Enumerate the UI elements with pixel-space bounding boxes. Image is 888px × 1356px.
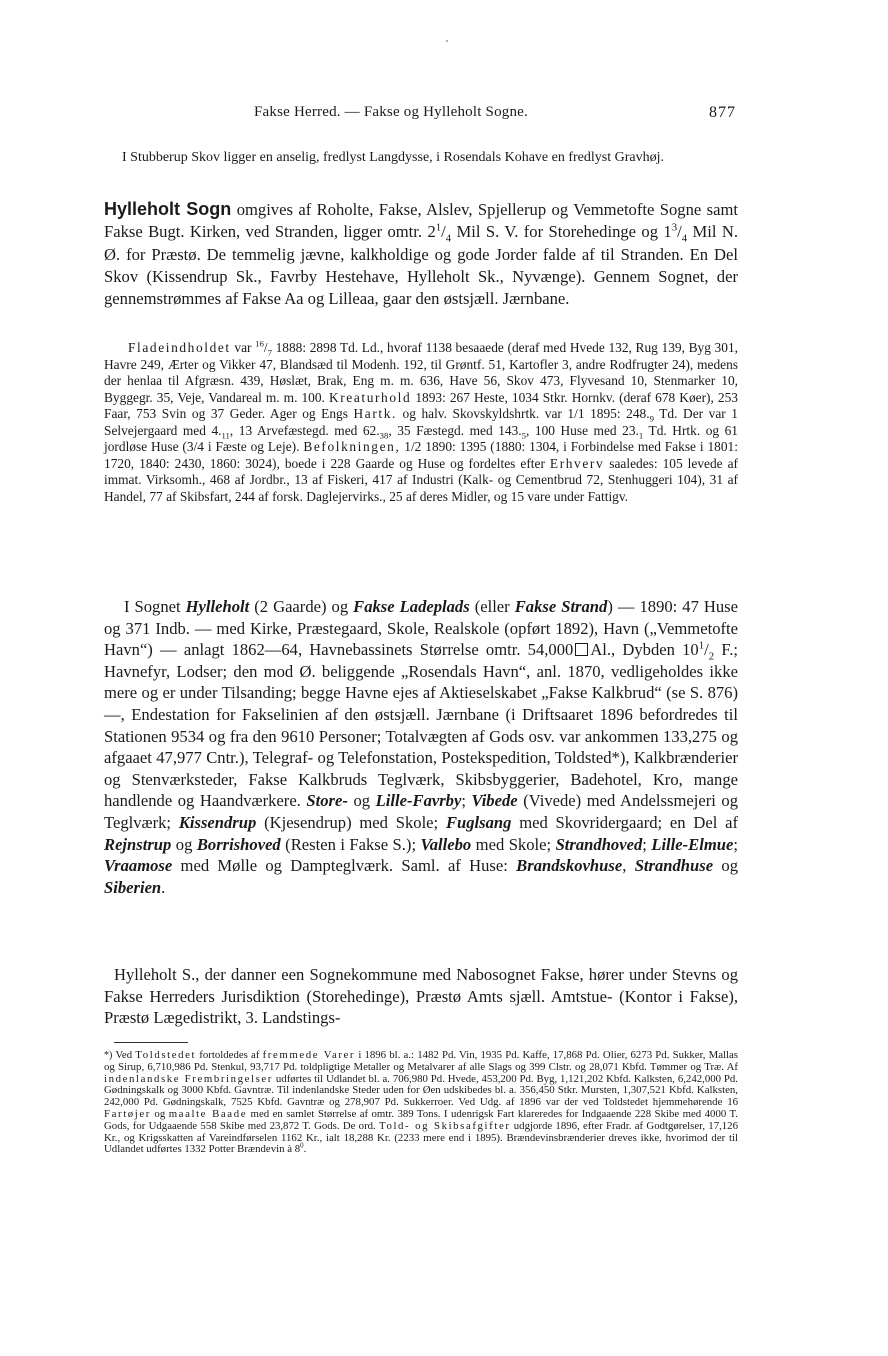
- speck: [446, 40, 448, 42]
- statistics-paragraph: Fladeindholdet var $^{16}/_7$ 1888: 2898 Td. Ld., hvoraf 1138 besaaede (deraf med Hvede 132, Rug 139, Byg 301, Havre 249, Ærter og Vikker 47, Blandsæd til Modenh. 192, til Grøntf. 51, Kartofler 3, andre Rodfrugter 24), medens der henlaa til Afgræsn. 439, Høslæt, Brak, Eng m. m. 636, Have 56, Skov 473, Flyvesand 10, Stenmarker 10, Byggegr. 35, Veje, Vandareal m. m. 100. Kreaturhold 1893: 267 Heste, 1034 Stkr. Hornkv. (deraf 678 Køer), 253 Faar, 753 Svin og 37 Geder. Ager og Engs Hartk. og halv. Skovskyldshrtk. var 1/1 1895: $248._9$ Td. Der var 1 Selvejergaard med $4._{11}$, 13 Arvefæstegd. med $62._{38}$, 35 Fæstegd. med $143._5$, 100 Huse med $23._1$ Td. Hrtk. og 61 jordløse Huse (3/4 i Fæste og Leje). Befolkningen, 1/2 1890: 1395 (1880: 1304, i Forbindelse med Fakse i 1801: 1720, 1840: 2430, 1860: 3024), boede i 228 Gaarde og Huse og fordeltes efter Erhverv saaledes: 105 levede af immat. Virksomh., 468 af Jordbr., 13 af Fiskeri, 417 af Industri (Kalk- og Cementbrud 72, Stenhuggeri 104), 31 af Handel, 77 af Skibsfart, 244 af forsk. Daglejervirks., 25 af deres Midler, og 15 vare under Fattigv.: [104, 338, 739, 504]
- running-header: [104, 104, 736, 126]
- jurisdiction-paragraph: Hylleholt S., der danner een Sognekommune med Nabosognet Fakse, hører under Stevns og Fakse Herreders Jurisdiktion (Storehedinge), Præstø Amts sjæll. Amtstue- (Kontor i Fakse), Præstø Lægedistrikt, 3. Landstings-: [104, 965, 738, 1028]
- village-paragraph: I Sognet Hylleholt (2 Gaarde) og Fakse Ladeplads (eller Fakse Strand) — 1890: 47 Huse og 371 Indb. — med Kirke, Præstegaard, Skole, Realskole (opført 1892), Havn („Vemmetofte Havn“) — anlagt 1862—64, Havnebassinets Størrelse omtr. 54,000 Al., Dybden $10^1/_2$ F.; Havnefyr, Lodser; den mod Ø. beliggende „Rosendals Havn“, anl. 1870, vedligeholdes ikke mere og er under Tilsanding; begge Havne ejes af Aktieselskabet „Fakse Kalkbrud“ (se S. 876) —, Endestation for Fakselinien af den østsjæll. Jærnbane (i Driftsaaret 1896 befordredes til Stationen 9534 og fra den 9610 Personer; Totalvægten af Gods osv. var ankommen 133,275 og afgaaet 47,977 Cntr.), Telegraf- og Telefonstation, Postekspedition, Toldsted*), Kalkbrænderier og Stenværksteder, Fakse Kalkbruds Teglværk, Skibsbyggerier, Badehotel, Kro, mange handlende og Haandværkere. Store- og Lille-Favrby; Vibede (Vivede) med Andelssmejeri og Teglværk; Kissendrup (Kjesendrup) med Skole; Fuglsang med Skovridergaard; en Del af Rejnstrup og Borrishoved (Resten i Fakse S.); Vallebo med Skole; Strandhoved; Lille-Elmue; Vraamose med Mølle og Dampteglværk. Saml. af Huse: Brandskovhuse, Strandhuse og Siberien.: [104, 597, 738, 897]
- square-symbol-icon: [575, 643, 588, 656]
- footnote: *) Ved Toldstedet fortoldedes af fremmede Varer i 1896 bl. a.: 1482 Pd. Vin, 1935 Pd. Kaffe, 17,868 Pd. Olier, 6273 Pd. Sukker, Mallas og Sirup, 6,710,986 Pd. Stenkul, 93,717 Pd. toldpligtige Metaller og Metalvarer af alle Slags og 399 Clstr. og 28,071 Kbfd. Tømmer og Træ. Af indenlandske Frembringelser udførtes til Udlandet bl. a. 706,980 Pd. Hvede, 453,200 Pd. Byg, 1,121,202 Kbfd. Kalksten, 6,242,000 Pd. Gødningskalk og 3000 Kbfd. Gavntræ. Til indenlandske Steder uden for Øen udskibedes bl. a. 356,450 Stkr. Mursten, 1,307,521 Kbfd. Kalksten, 242,000 Pd. Gødningskalk, 7525 Kbfd. Gavntræ og 278,907 Pd. Sukkerroer. Ved Udg. af 1896 var der ved Toldstedet hjemmehørende 16 Fartøjer og maalte Baade med en samlet Størrelse af omtr. 389 Tons. I udenrigsk Fart klareredes for Indgaaende 228 Skibe med 4000 T. Gods, for Udgaaende 558 Skibe med 23,872 T. Gods. De ord. Told- og Skibsafgifter udgjorde 1896, efter Fradr. af Godtgørelser, 17,126 Kr., og Krigsskatten af Vareindførselen 1162 Kr., ialt 18,288 Kr. (2233 mere end i 1895). Brændevinsbrænderier dreves ikke, hvorimod der til Udlandet udførtes 1332 Potter Brændevin à $8^0$.: [104, 1049, 738, 1156]
- parish-description: Hylleholt Sogn omgives af Roholte, Fakse, Alslev, Spjellerup og Vemmetofte Sogne samt Fakse Bugt. Kirken, ved Stranden, ligger omtr. $2^1/_4$ Mil S. V. for Storehedinge og $1^3/_4$ Mil N. Ø. for Præstø. De temmelig jævne, kalkholdige og gode Jorder falde af til Stranden. En Del Skov (Kissendrup Sk., Favrby Hestehave, Hylleholt Sk., Nyvænge). Gennem Sognet, der gennemstrømmes af Fakse Aa og Lilleaa, gaar den østsjæll. Jærnbane.: [104, 199, 739, 309]
- page-number: 877: [709, 104, 736, 121]
- footnote-rule: [114, 1042, 188, 1043]
- intro-paragraph: I Stubberup Skov ligger en anselig, fredlyst Langdysse, i Rosendals Kohave en fredlyst Gravhøj.: [122, 150, 665, 165]
- parish-heading: Hylleholt Sogn: [104, 199, 232, 219]
- header-title: Fakse Herred. — Fakse og Hylleholt Sogne.: [254, 104, 528, 120]
